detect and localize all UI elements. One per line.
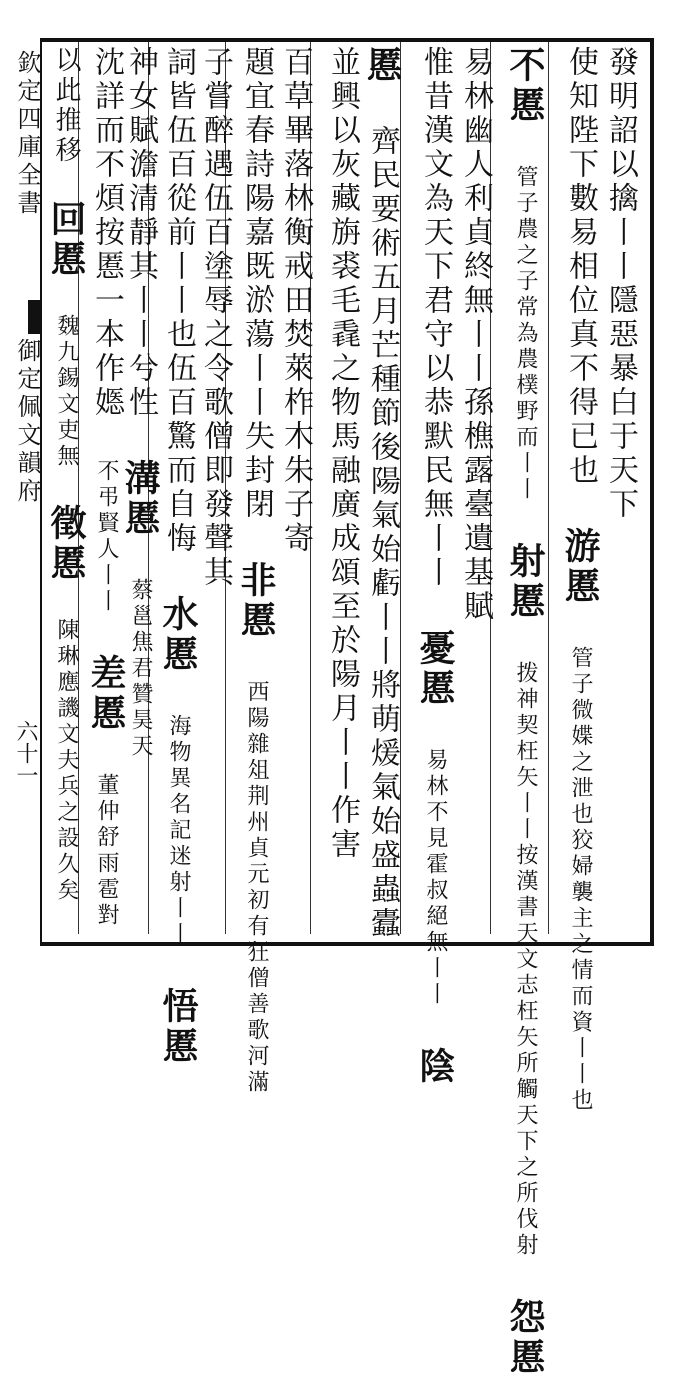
entry-head: 怨慝 <box>504 1298 546 1378</box>
entry-head: 溝慝 <box>119 459 161 539</box>
text-column-7 <box>322 46 362 926</box>
column-text: 並興以灰藏旃裘毛毳之物馬融廣成頌至於陽月丨丨作害 <box>325 46 360 862</box>
text-column-12 <box>120 46 160 926</box>
column-text: 子嘗醉遇伍百塗辱之令歌僧即發聲其 <box>198 46 233 590</box>
entry-head: 差慝 <box>85 654 127 734</box>
entry-head: 憂慝 <box>414 629 456 709</box>
text-column-3 <box>504 46 546 1378</box>
entry-note: 管子農之子常為農樸野而丨丨 <box>513 165 538 503</box>
column-text: 沈詳而不煩按慝一本作嫕 <box>89 46 124 420</box>
column-text: 齊民要術五月芒種節後陽氣始虧丨丨將萌煖氣始盛蟲蠹 <box>365 125 400 941</box>
series-title: 欽定四庫全書 <box>13 50 41 218</box>
entry-head: 慝 <box>361 46 403 86</box>
spacer <box>13 250 41 306</box>
entry-head: 徵慝 <box>45 504 87 584</box>
entry-head: 不慝 <box>504 46 546 126</box>
entry-note: 西陽雜俎荆州貞元初有狂僧善歌河滿 <box>244 680 269 1096</box>
text-column-14 <box>45 46 87 926</box>
column-rule <box>548 42 549 934</box>
entry-head: 射慝 <box>504 542 546 622</box>
column-text: 使知陛下數易相位真不得已也 <box>563 46 598 488</box>
entry-note: 陳琳應譏文夫兵之設久矣 <box>54 618 79 904</box>
entry-head: 陰 <box>414 1047 456 1087</box>
entry-head: 非慝 <box>235 561 277 641</box>
entry-head: 回慝 <box>45 200 87 280</box>
text-column-5 <box>414 46 456 1087</box>
page-number: 六十一 <box>13 720 38 786</box>
entry-note: 董仲舒雨雹對 <box>94 773 119 929</box>
entry-note: 魏九錫文吏無 <box>54 314 79 470</box>
column-text: 題宜春詩陽嘉既淤蕩丨丨失封閉 <box>239 46 274 522</box>
text-column-1 <box>600 46 640 926</box>
column-text: 發明詔以擒丨丨隱惡暴白于天下 <box>603 46 638 522</box>
column-text: 惟昔漢文為天下君守以恭默民無丨丨 <box>418 46 453 590</box>
column-text: 詞皆伍百從前丨丨也伍百驚而自悔 <box>161 46 196 556</box>
text-column-6 <box>361 46 403 941</box>
column-text: 神女賦澹清靜其丨丨兮性 <box>123 46 158 420</box>
entry-head: 悟慝 <box>157 987 199 1067</box>
entry-note: 蔡邕焦君贊昊天 <box>128 578 153 760</box>
entry-note: 易林不見霍叔絕無丨丨 <box>423 748 448 1008</box>
text-column-10 <box>195 46 235 926</box>
book-title: 御定佩文韻府 <box>13 338 41 506</box>
text-column-8 <box>275 46 315 926</box>
entry-note: 管子微媟之泄也狡婦襲主之情而資丨丨也 <box>568 646 593 1114</box>
column-text: 以此推移 <box>51 46 81 166</box>
text-column-9 <box>235 46 277 1096</box>
text-column-2 <box>559 46 601 1114</box>
column-text: 百草畢落林衡戒田焚萊柞木朱子寄 <box>278 46 313 556</box>
entry-head: 水慝 <box>157 595 199 675</box>
entry-note: 海物異名記迷射丨丨 <box>166 714 191 948</box>
column-text: 易林幽人利貞終無丨丨孫樵露臺遺基賦 <box>458 46 493 624</box>
text-column-13 <box>85 46 127 929</box>
text-column-11 <box>157 46 199 1067</box>
text-column-4 <box>455 46 495 926</box>
entry-note: 拨神契枉矢丨丨按漢書天文志枉矢所觸天下之所伐射 <box>513 661 538 1259</box>
entry-head: 游慝 <box>559 527 601 607</box>
entry-note: 不弔賢人丨丨 <box>94 459 119 615</box>
